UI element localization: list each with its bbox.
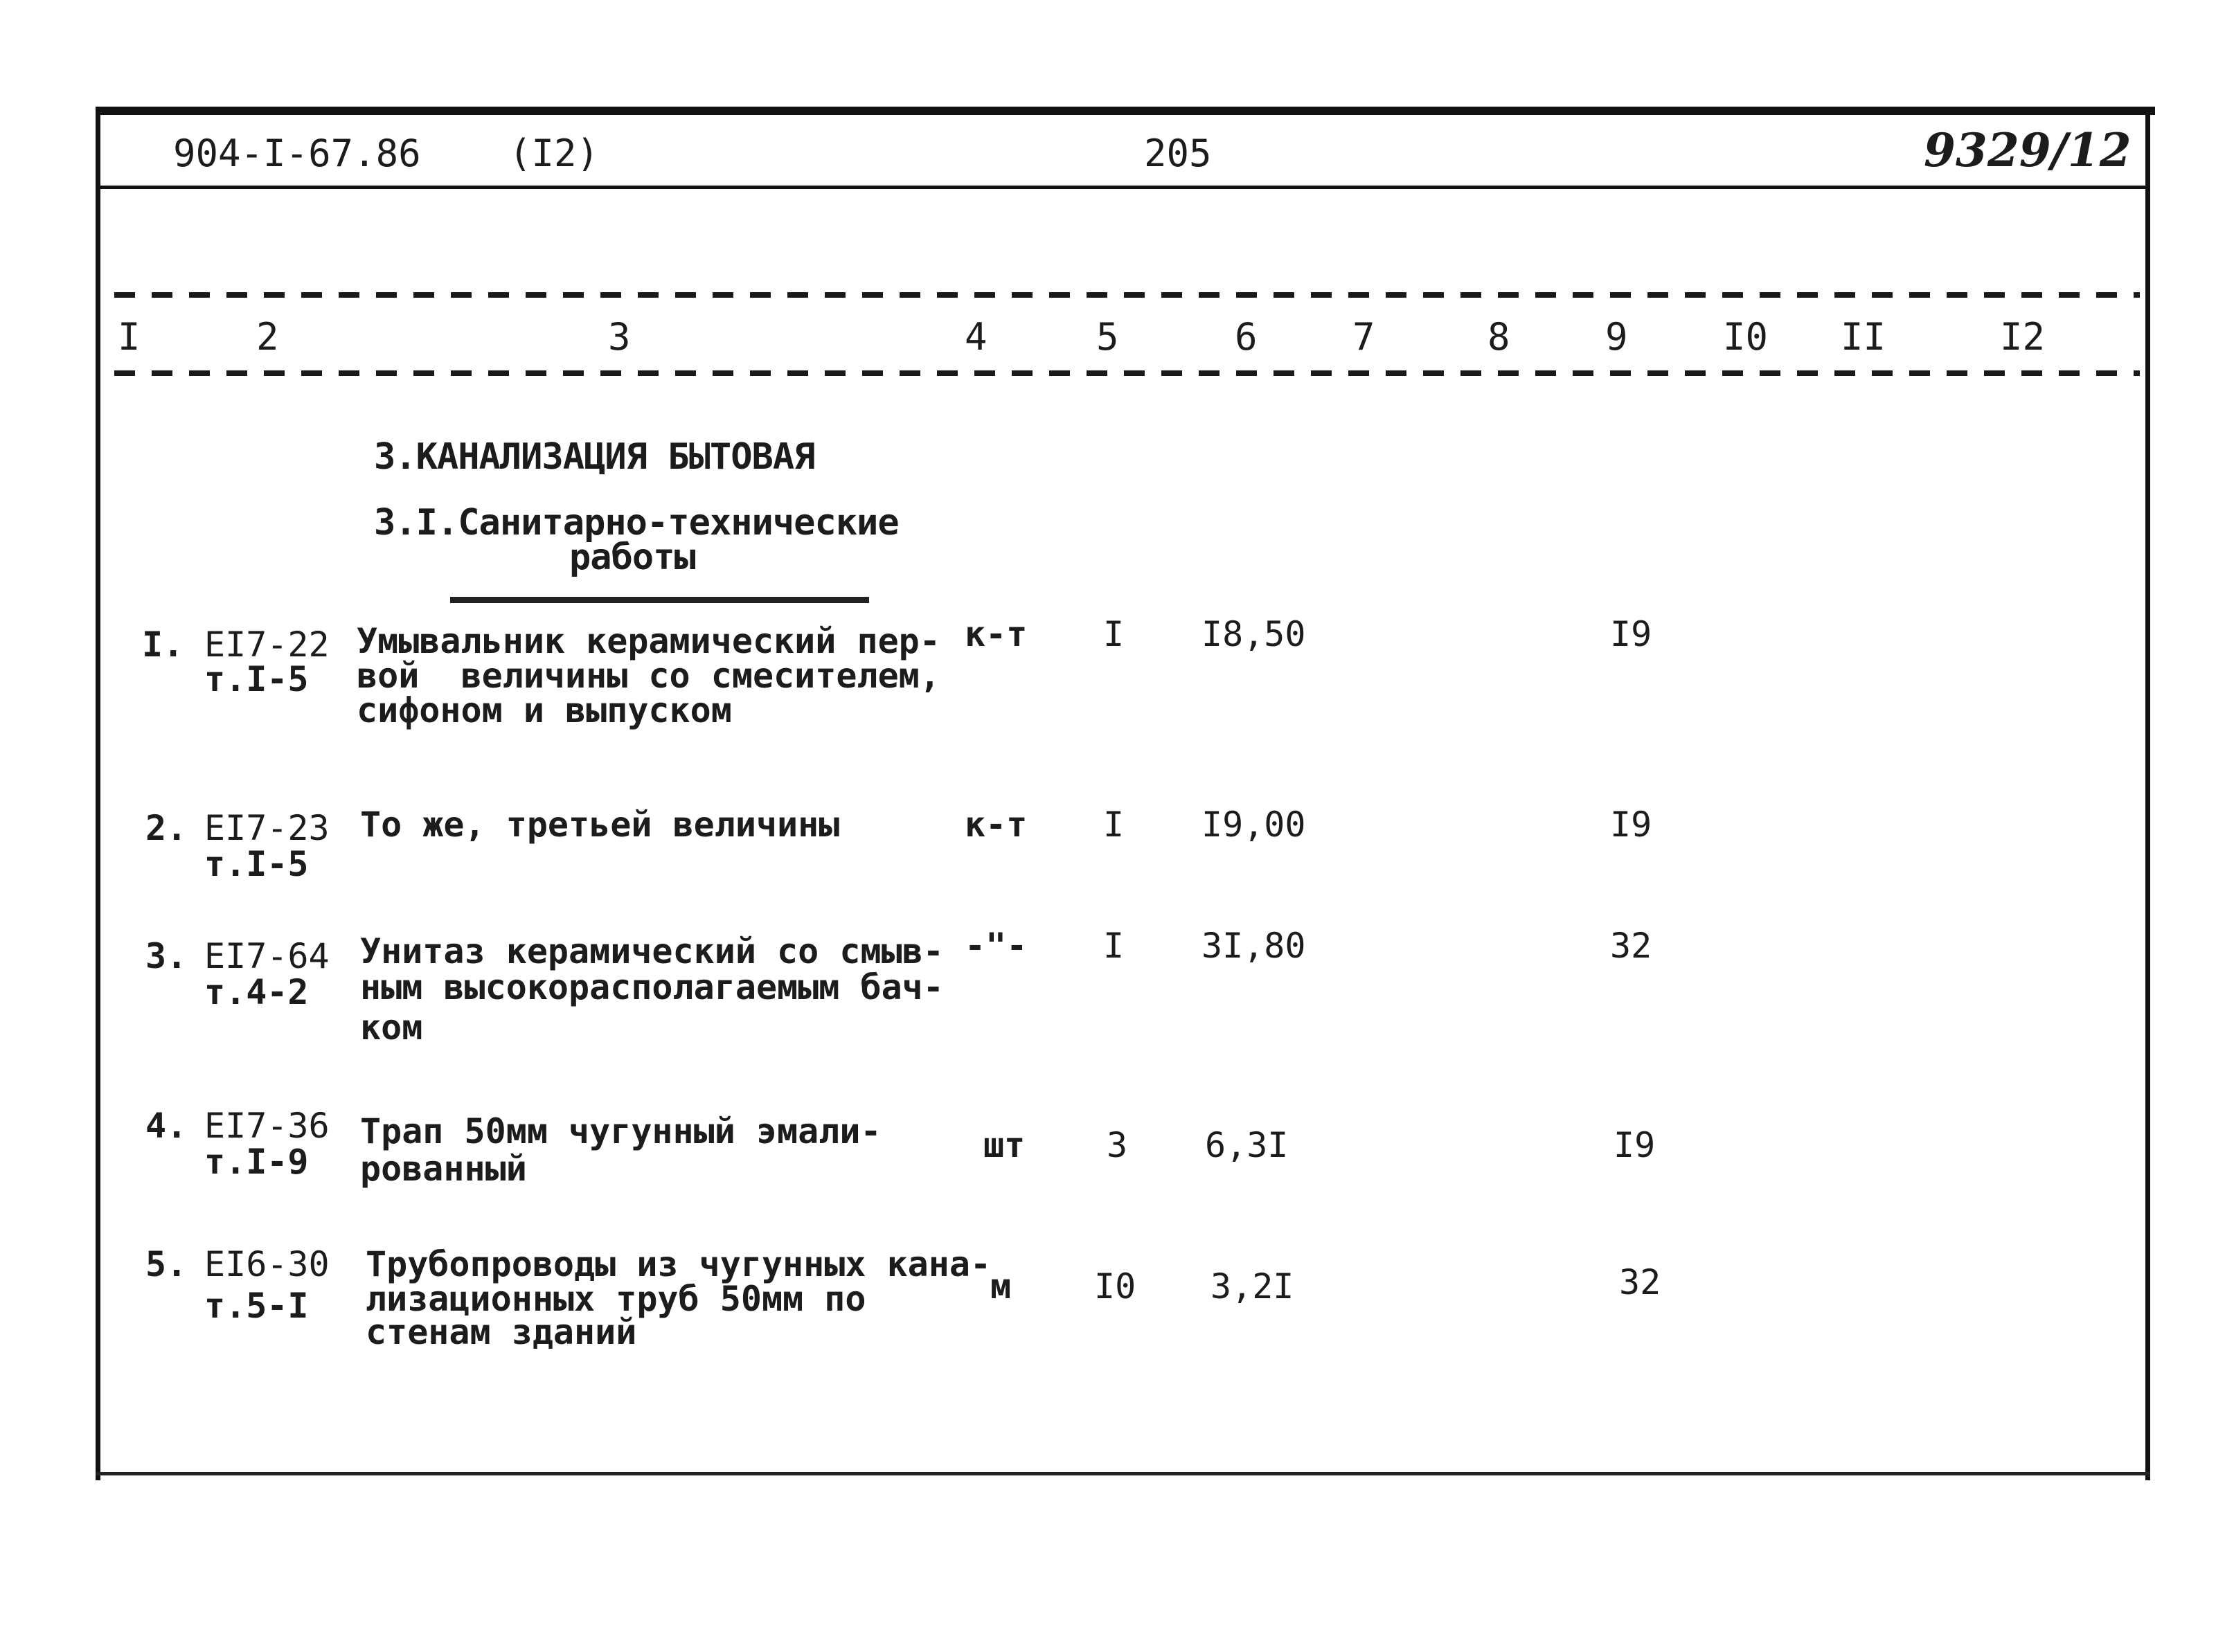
row-2-code: EI7-23 [204,808,330,848]
row-1-number: I. [142,625,184,665]
row-4-number: 4. [145,1106,188,1146]
row-4-quantity: 3 [1107,1125,1128,1165]
column-number-3: 3 [608,315,631,359]
frame-left-border [96,107,100,1480]
row-2-quantity: I [1103,805,1125,845]
row-5-number: 5. [145,1244,188,1284]
page-number: 205 [1144,132,1212,175]
row-5-desc-line3: стенам зданий [366,1312,637,1352]
row-2-total: I9 [1610,805,1652,845]
frame-top-border [96,107,2155,115]
row-3-total: 32 [1610,926,1652,966]
column-number-1: I [118,315,141,359]
column-number-7: 7 [1352,315,1375,359]
row-5-desc-line1: Трубопроводы из чугунных кана- [366,1244,992,1284]
header-divider [100,186,2147,189]
row-4-unit: шт [983,1125,1026,1165]
row-5-unit-price: 3,2I [1210,1266,1294,1307]
archive-stamp: 9329/12 [1924,123,2132,177]
document-code: 904-I-67.86 [173,132,421,175]
row-3-quantity: I [1103,926,1125,966]
column-header-top-rule [114,292,2140,298]
row-5-total: 32 [1619,1262,1661,1302]
document-part: (I2) [509,132,600,175]
section-title: 3.КАНАЛИЗАЦИЯ БЫТОВАЯ [374,436,815,478]
row-5-table-ref: т.5-I [204,1286,309,1326]
row-2-unit: к-т [965,805,1028,845]
row-4-unit-price: 6,3I [1205,1125,1289,1165]
row-1-desc-line2: вой величины со смесителем, [357,656,940,696]
row-3-code: EI7-64 [204,936,330,976]
row-4-code: EI7-36 [204,1106,330,1146]
subsection-underline [450,597,869,603]
column-number-10: I0 [1723,315,1769,359]
frame-right-border [2145,107,2150,1480]
column-number-12: I2 [2000,315,2046,359]
row-1-code: EI7-22 [204,625,330,665]
row-2-table-ref: т.I-5 [204,844,309,884]
row-3-number: 3. [145,936,188,976]
row-1-desc-line1: Умывальник керамический пер- [357,621,940,661]
column-number-9: 9 [1605,315,1628,359]
subsection-title-line2: работы [569,537,695,578]
row-5-quantity: I0 [1094,1266,1136,1307]
row-4-desc-line2: рованный [360,1149,527,1189]
column-number-5: 5 [1096,315,1119,359]
subsection-title-line1: 3.I.Санитарно-технические [374,502,899,544]
row-2-number: 2. [145,808,188,848]
frame-bottom-border [96,1472,2150,1475]
row-4-desc-line1: Трап 50мм чугунный эмали- [360,1111,882,1151]
row-1-unit: к-т [965,614,1028,654]
row-5-desc-line2: лизационных труб 50мм по [366,1279,866,1319]
row-3-desc-line3: ком [360,1007,423,1048]
row-3-unit: -"- [965,926,1028,966]
row-1-quantity: I [1103,614,1125,654]
row-3-unit-price: 3I,80 [1201,926,1306,966]
row-4-total: I9 [1614,1125,1656,1165]
row-3-desc-line1: Унитаз керамический со смыв- [360,931,944,971]
row-3-table-ref: т.4-2 [204,972,309,1012]
row-1-unit-price: I8,50 [1201,614,1306,654]
column-number-2: 2 [256,315,279,359]
row-4-table-ref: т.I-9 [204,1142,309,1182]
column-header-bottom-rule [114,370,2140,376]
column-number-4: 4 [965,315,988,359]
row-5-unit: м [990,1266,1012,1307]
column-number-11: II [1841,315,1886,359]
row-1-total: I9 [1610,614,1652,654]
row-5-code: EI6-30 [204,1244,330,1284]
row-2-unit-price: I9,00 [1201,805,1306,845]
row-2-desc-line1: То же, третьей величины [360,805,840,845]
column-number-6: 6 [1235,315,1258,359]
row-1-table-ref: т.I-5 [204,659,309,699]
row-3-desc-line2: ным высокорасполагаемым бач- [360,967,944,1007]
row-1-desc-line3: сифоном и выпуском [357,690,732,730]
column-number-8: 8 [1487,315,1510,359]
